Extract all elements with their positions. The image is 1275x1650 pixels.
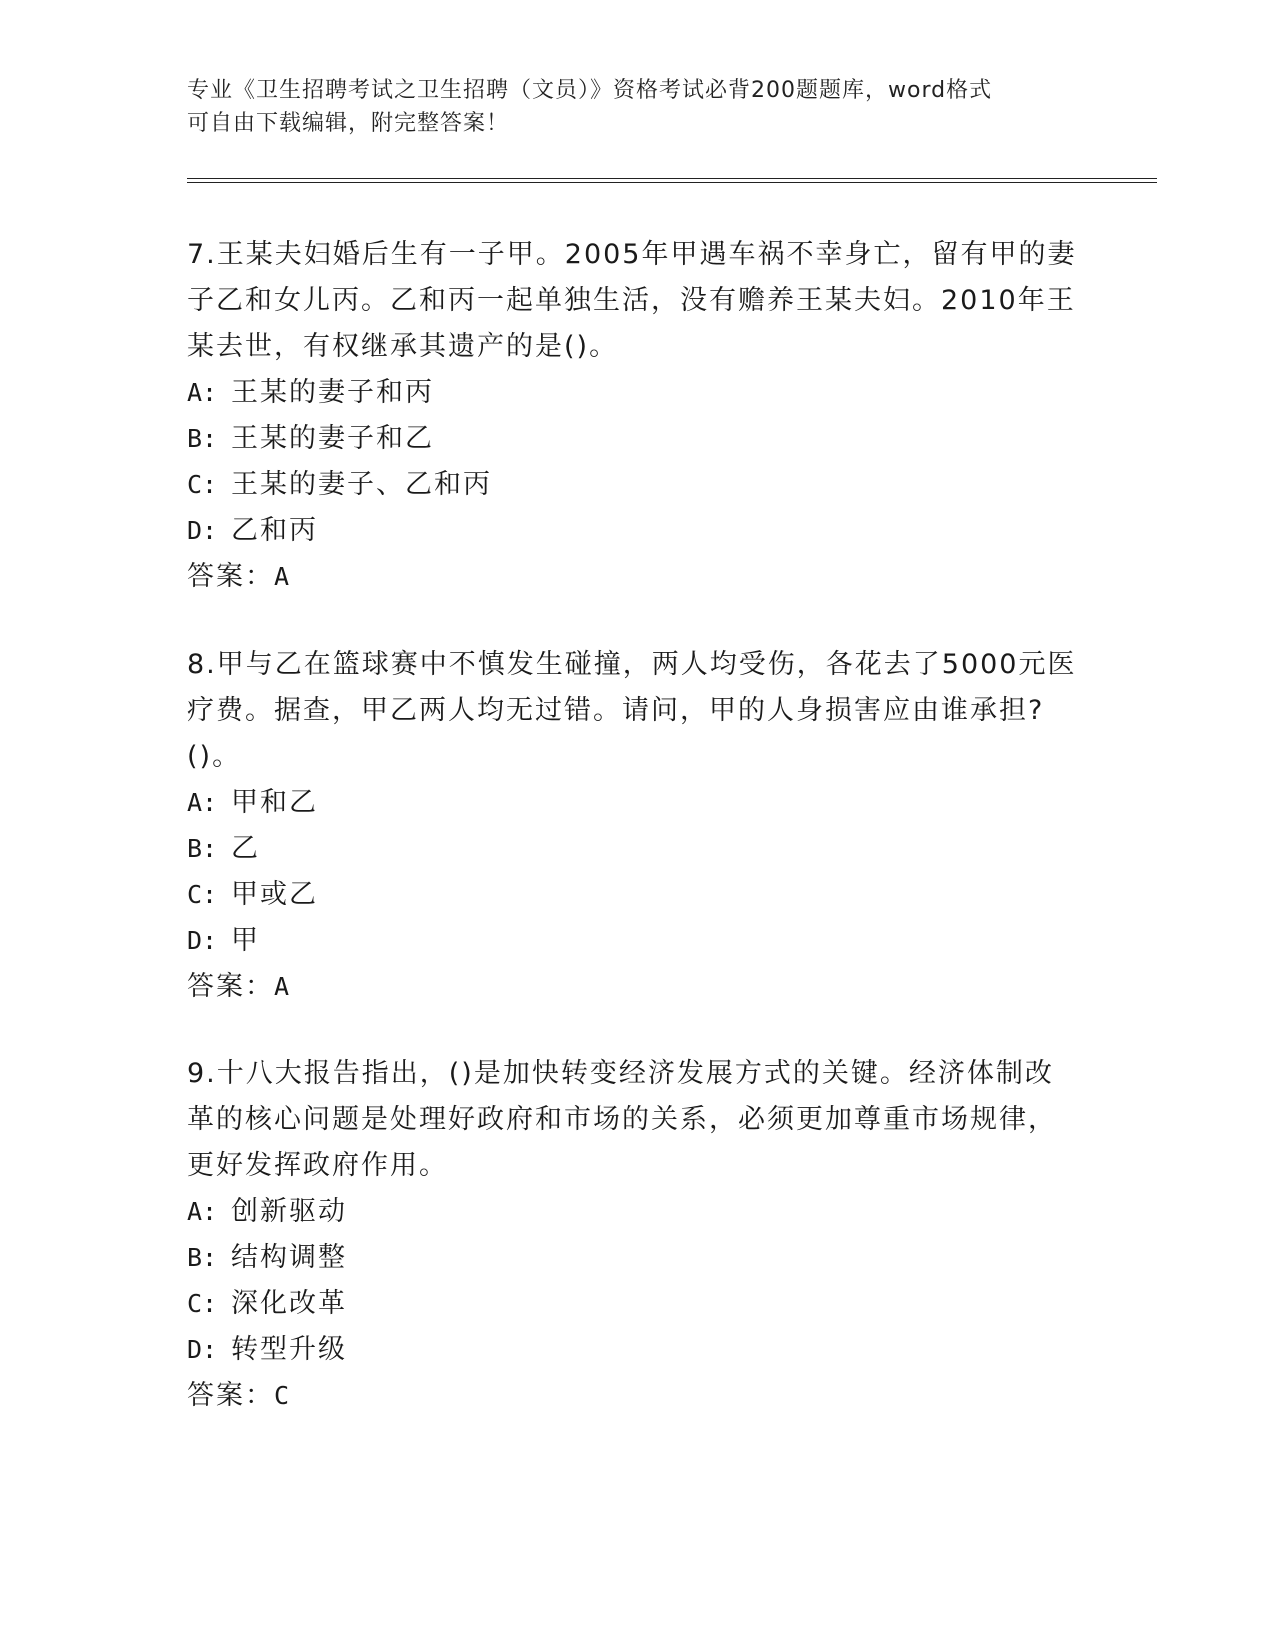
answer-value: C	[274, 1381, 292, 1410]
option-text: 王某的妻子、乙和丙	[231, 469, 492, 500]
answer-label: 答案：	[187, 971, 274, 1002]
option-text: 甲和乙	[231, 787, 318, 818]
option-key: B:	[187, 834, 218, 863]
option-text: 甲	[231, 925, 260, 956]
option-text: 王某的妻子和丙	[231, 377, 434, 408]
answer-line	[187, 554, 1087, 600]
option-key: C:	[187, 880, 218, 909]
question-text-line: 8.甲与乙在篮球赛中不慎发生碰撞，两人均受伤，各花去了5000元医	[187, 649, 1077, 680]
option-key: B:	[187, 1243, 218, 1272]
question-8	[187, 642, 1087, 1010]
option-key: D:	[187, 926, 218, 955]
option-text: 创新驱动	[231, 1196, 347, 1227]
option-c	[187, 462, 1087, 508]
question-text-line: 7.王某夫妇婚后生有一子甲。2005年甲遇车祸不幸身亡，留有甲的妻	[187, 239, 1077, 270]
option-b	[187, 826, 1087, 872]
option-key: A:	[187, 788, 218, 817]
option-text: 转型升级	[231, 1334, 347, 1365]
option-text: 王某的妻子和乙	[231, 423, 434, 454]
answer-line	[187, 1373, 1087, 1419]
header-title-line-1: 专业《卫生招聘考试之卫生招聘（文员）》资格考试必背200题题库，word格式	[187, 78, 993, 103]
option-a	[187, 370, 1087, 416]
option-b	[187, 1235, 1087, 1281]
question-text-line: ()。	[187, 741, 242, 772]
option-key: A:	[187, 378, 218, 407]
answer-value: A	[274, 972, 292, 1001]
option-text: 结构调整	[231, 1242, 347, 1273]
answer-label: 答案：	[187, 561, 274, 592]
answer-label: 答案：	[187, 1380, 274, 1411]
answer-line	[187, 964, 1087, 1010]
question-9	[187, 1051, 1087, 1419]
option-b	[187, 416, 1087, 462]
question-text-line: 某去世，有权继承其遗产的是()。	[187, 331, 619, 362]
option-key: D:	[187, 1335, 218, 1364]
option-key: C:	[187, 470, 218, 499]
option-d	[187, 508, 1087, 554]
option-key: B:	[187, 424, 218, 453]
option-d	[187, 918, 1087, 964]
option-c	[187, 1281, 1087, 1327]
header-title-line-2: 可自由下载编辑，附完整答案！	[187, 111, 510, 136]
document-header	[187, 74, 1067, 140]
question-7	[187, 232, 1087, 600]
question-text-line: 9.十八大报告指出，()是加快转变经济发展方式的关键。经济体制改	[187, 1058, 1054, 1089]
option-text: 深化改革	[231, 1288, 347, 1319]
option-text: 甲或乙	[231, 879, 318, 910]
option-a	[187, 1189, 1087, 1235]
option-a	[187, 780, 1087, 826]
header-double-rule	[187, 178, 1157, 183]
option-text: 乙和丙	[231, 515, 318, 546]
option-c	[187, 872, 1087, 918]
question-text-line: 革的核心问题是处理好政府和市场的关系，必须更加尊重市场规律，	[187, 1104, 1057, 1135]
question-text-line: 疗费。据查，甲乙两人均无过错。请问，甲的人身损害应由谁承担?	[187, 695, 1045, 726]
option-key: C:	[187, 1289, 218, 1318]
question-text-line: 子乙和女儿丙。乙和丙一起单独生活，没有赡养王某夫妇。2010年王	[187, 285, 1076, 316]
option-key: A:	[187, 1197, 218, 1226]
answer-value: A	[274, 562, 292, 591]
option-text: 乙	[231, 833, 260, 864]
option-d	[187, 1327, 1087, 1373]
question-text-line: 更好发挥政府作用。	[187, 1150, 448, 1181]
option-key: D:	[187, 516, 218, 545]
